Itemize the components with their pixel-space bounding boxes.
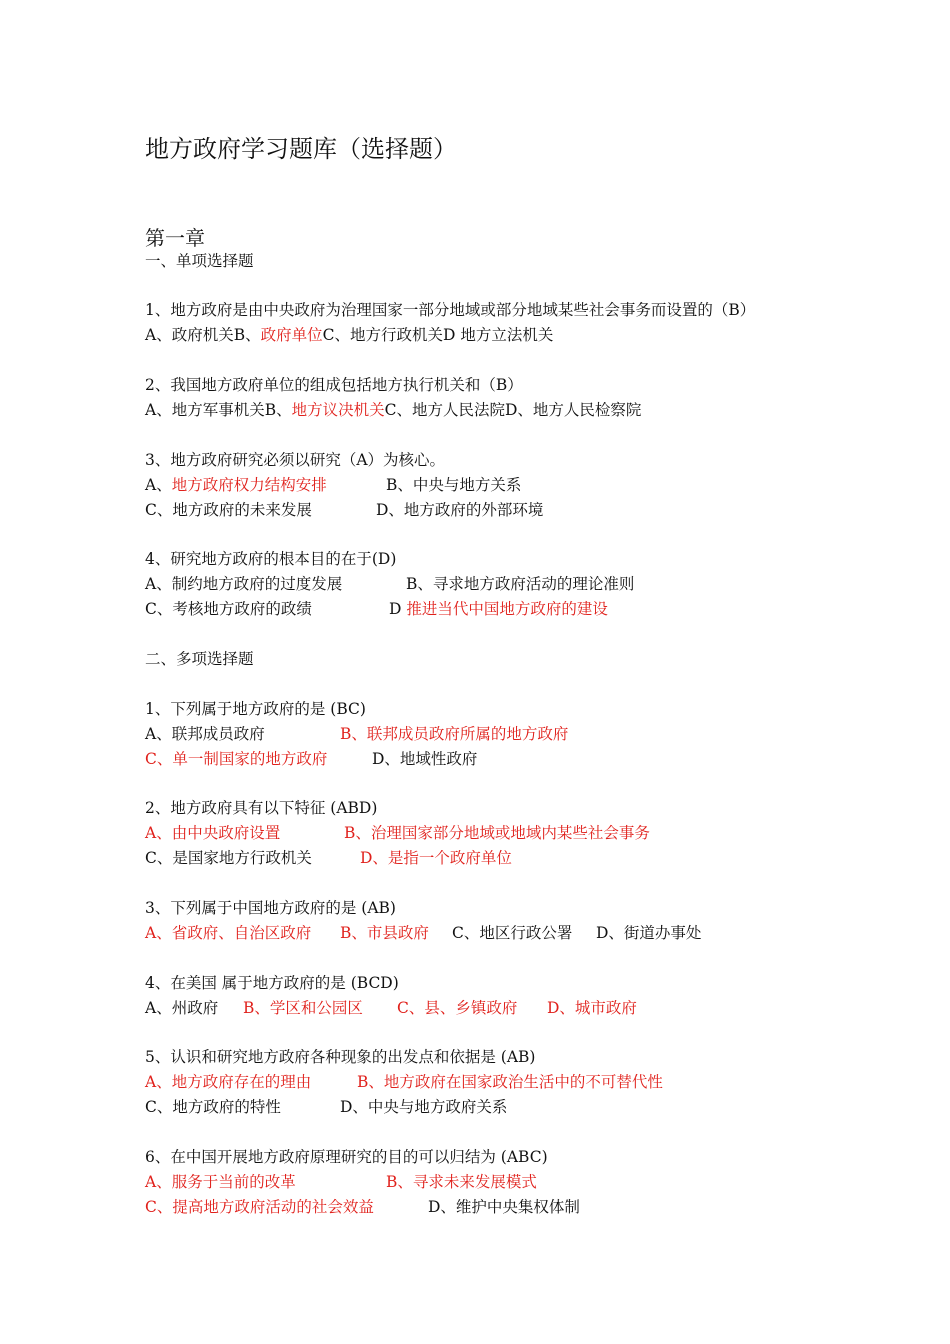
single-q4-option-d: [389, 598, 608, 620]
multi-q4-option-b: B、学区和公园区: [243, 999, 363, 1017]
multi-q1-option-c: C、单一制国家的地方政府: [145, 750, 328, 768]
page-title: 地方政府学习题库（选择题）: [145, 135, 457, 163]
multi-q4-option-c: C、县、乡镇政府: [397, 999, 518, 1017]
option-a: A、地方军事机关: [145, 401, 265, 419]
single-q4-option-b: B、寻求地方政府活动的理论准则: [406, 575, 635, 593]
multi-q2-option-d: D、是指一个政府单位: [360, 849, 512, 867]
single-q2-stem: 2、我国地方政府单位的组成包括地方执行机关和（B）: [145, 376, 523, 394]
single-q4-stem: 4、研究地方政府的根本目的在于(D): [145, 550, 397, 568]
option-a-prefix: A、: [145, 476, 172, 494]
single-q1-options: [145, 324, 553, 346]
multi-q3-option-d: D、街道办事处: [596, 924, 702, 942]
multi-q1-option-d: D、地域性政府: [372, 750, 478, 768]
multi-q5-option-a: A、地方政府存在的理由: [145, 1073, 312, 1091]
option-c: C、地方人民法院: [384, 401, 505, 419]
single-q3-option-d: D、地方政府的外部环境: [376, 501, 544, 519]
section-heading-multi: 二、多项选择题: [145, 650, 254, 668]
option-b-prefix: B、: [233, 326, 261, 344]
option-b-answer: 地方议决机关: [291, 401, 385, 419]
section-heading-single: 一、单项选择题: [145, 252, 254, 270]
multi-q3-option-b: B、市县政府: [340, 924, 429, 942]
multi-q2-option-b: B、治理国家部分地域或地域内某些社会事务: [344, 824, 650, 842]
multi-q6-stem: 6、在中国开展地方政府原理研究的目的可以归结为 (ABC): [145, 1148, 548, 1166]
multi-q1-stem: 1、下列属于地方政府的是 (BC): [145, 700, 366, 718]
single-q2-options: [145, 399, 641, 421]
multi-q6-option-b: B、寻求未来发展模式: [386, 1173, 537, 1191]
option-a-answer: 地方政府权力结构安排: [171, 476, 327, 494]
multi-q2-stem: 2、地方政府具有以下特征 (ABD): [145, 799, 378, 817]
option-c: C、地方行政机关: [322, 326, 443, 344]
option-a: A、政府机关: [145, 326, 234, 344]
single-q4-option-a: A、制约地方政府的过度发展: [145, 575, 343, 593]
multi-q4-stem: 4、在美国 属于地方政府的是 (BCD): [145, 974, 399, 992]
option-b-answer: 政府单位: [260, 326, 323, 344]
multi-q5-option-b: B、地方政府在国家政治生活中的不可替代性: [357, 1073, 663, 1091]
option-d-prefix: D: [389, 600, 407, 618]
multi-q2-option-a: A、由中央政府设置: [145, 824, 281, 842]
multi-q6-option-c: C、提高地方政府活动的社会效益: [145, 1198, 374, 1216]
multi-q5-option-d: D、中央与地方政府关系: [340, 1098, 508, 1116]
single-q3-option-b: B、中央与地方关系: [386, 476, 522, 494]
multi-q3-option-c: C、地区行政公署: [452, 924, 573, 942]
single-q4-option-c: C、考核地方政府的政绩: [145, 600, 312, 618]
multi-q5-option-c: C、地方政府的特性: [145, 1098, 281, 1116]
multi-q2-option-c: C、是国家地方行政机关: [145, 849, 312, 867]
option-d: D 地方立法机关: [442, 326, 554, 344]
single-q3-stem: 3、地方政府研究必须以研究（A）为核心。: [145, 451, 446, 469]
option-b-prefix: B、: [264, 401, 292, 419]
multi-q6-option-d: D、维护中央集权体制: [428, 1198, 580, 1216]
multi-q4-option-d: D、城市政府: [547, 999, 637, 1017]
multi-q1-option-a: A、联邦成员政府: [145, 725, 265, 743]
option-d: D、地方人民检察院: [504, 401, 642, 419]
multi-q3-stem: 3、下列属于中国地方政府的是 (AB): [145, 899, 396, 917]
multi-q3-option-a: A、省政府、自治区政府: [145, 924, 312, 942]
chapter-heading: 第一章: [145, 226, 205, 250]
multi-q1-option-b: B、联邦成员政府所属的地方政府: [340, 725, 569, 743]
single-q1-stem: 1、地方政府是由中央政府为治理国家一部分地域或部分地域某些社会事务而设置的（B）: [145, 301, 756, 319]
multi-q6-option-a: A、服务于当前的改革: [145, 1173, 296, 1191]
multi-q5-stem: 5、认识和研究地方政府各种现象的出发点和依据是 (AB): [145, 1048, 536, 1066]
multi-q4-option-a: A、州政府: [145, 999, 219, 1017]
option-d-answer: 推进当代中国地方政府的建设: [406, 600, 608, 618]
single-q3-option-c: C、地方政府的未来发展: [145, 501, 312, 519]
single-q3-option-a: [145, 474, 327, 496]
